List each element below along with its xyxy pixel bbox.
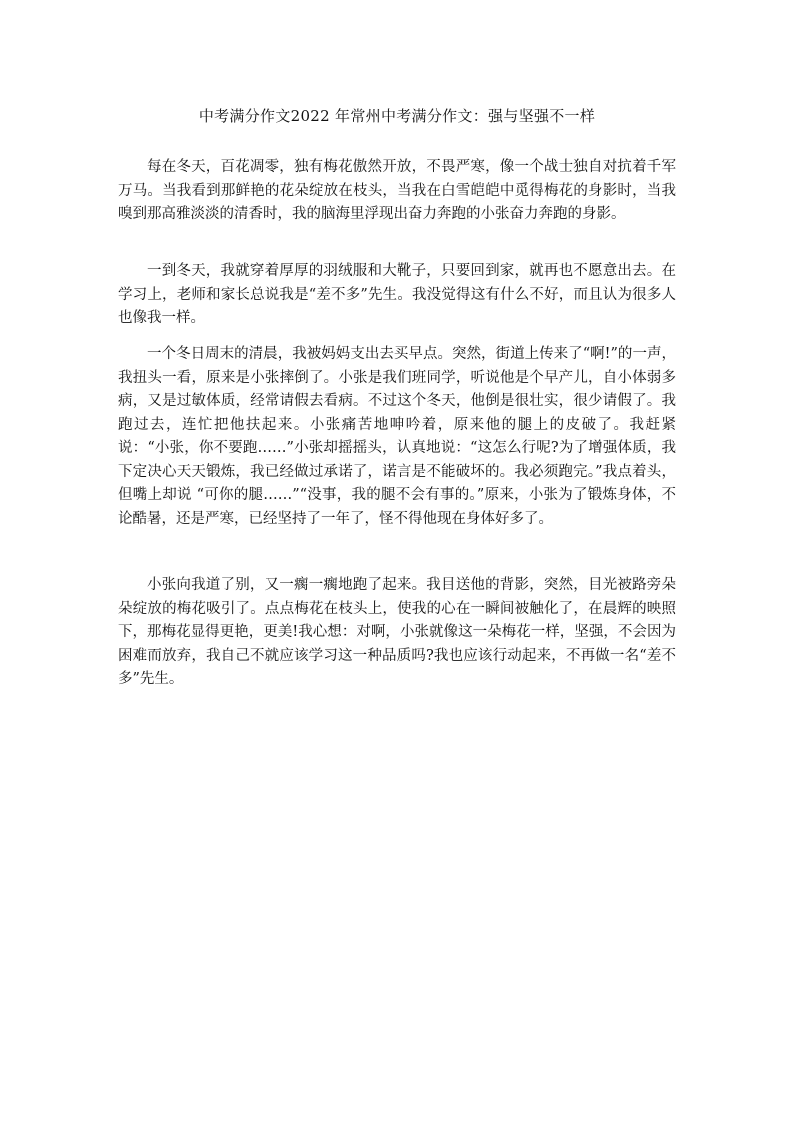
paragraph-4: 小张向我道了别，又一瘸一瘸地跑了起来。我目送他的背影，突然，目光被路旁朵朵绽放的梅花吸引了。点点梅花在枝头上，使我的心在一瞬间被触化了，在晨辉的映照下，那梅花显得更艳，更美!我心想：对啊，小张就像这一朵梅花一样，坚强，不会因为困难而放弃，我自己不就应该学习这一种品质吗?我也应该行动起来，不再做一名“差不多”先生。 bbox=[118, 577, 676, 687]
paragraph-3: 一个冬日周末的清晨，我被妈妈支出去买早点。突然，街道上传来了“啊!”的一声，我扭头一看，原来是小张摔倒了。小张是我们班同学，听说他是个早产儿，自小体弱多病，又是过敏体质，经常请假去看病。不过这个冬天，他倒是很壮实，很少请假了。我跑过去，连忙把他扶起来。小张痛苦地呻吟着，原来他的腿上的皮破了。我赶紧说：“小张，你不要跑……”小张却摇摇头，认真地说：“这怎么行呢?为了增强体质，我下定决心天天锻炼，我已经做过承诺了，诺言是不能破坏的。我必须跑完。”我点着头，但嘴上却说 “可你的腿……”“没事，我的腿不会有事的。”原来，小张为了锻炼身体，不论酷暑，还是严寒，已经坚持了一年了，怪不得他现在身体好多了。 bbox=[118, 346, 676, 527]
document-title: 中考满分作文2022 年常州中考满分作文：强与坚强不一样 bbox=[198, 107, 596, 125]
paragraph-1: 每在冬天，百花凋零，独有梅花傲然开放，不畏严寒，像一个战士独自对抗着千军万马。当我看到那鲜艳的花朵绽放在枝头，当我在白雪皑皑中觅得梅花的身影时，当我嗅到那高雅淡淡的清香时，我的脑海里浮现出奋力奔跑的小张奋力奔跑的身影。 bbox=[118, 159, 676, 222]
paragraph-2: 一到冬天，我就穿着厚厚的羽绒服和大靴子，只要回到家，就再也不愿意出去。在学习上，老师和家长总说我是“差不多”先生。我没觉得这有什么不好，而且认为很多人也像我一样。 bbox=[118, 263, 676, 326]
